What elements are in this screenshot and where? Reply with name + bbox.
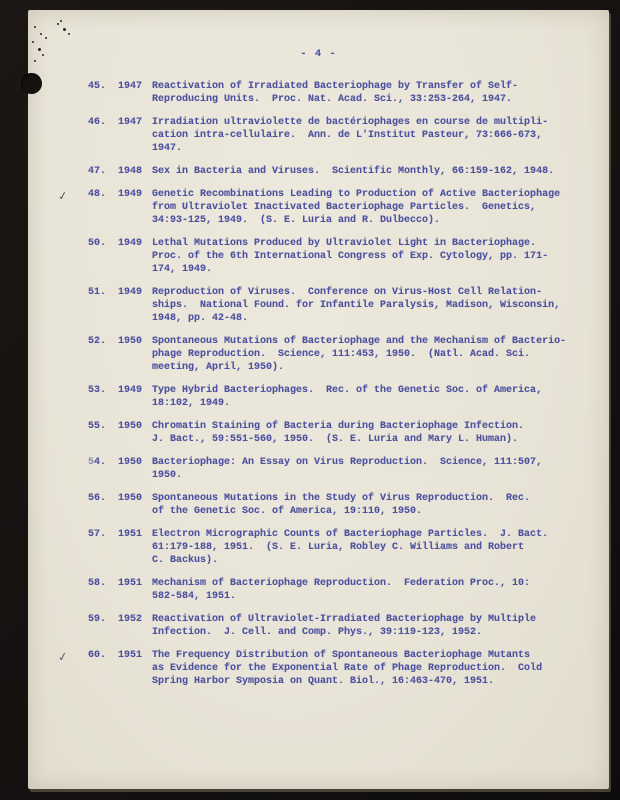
checkmark-slot xyxy=(57,526,91,569)
citation-line: Electron Micrographic Counts of Bacteriophage Particles. J. Bact. xyxy=(152,529,549,540)
citation-line: The Frequency Distribution of Spontaneous Bacteriophage Mutants xyxy=(152,650,531,661)
hole-punch xyxy=(21,73,42,94)
bibliography-entry xyxy=(60,237,595,276)
citation-line: Irradiation ultraviolette de bactériophages en course de multipli- xyxy=(152,117,549,128)
entry-number: 60. xyxy=(88,650,107,661)
citation-line: Genetic Recombinations Leading to Production of Active Bacteriophage xyxy=(152,189,561,200)
entry-year: 1951 xyxy=(118,529,143,540)
citation-line: phage Reproduction. Science, 111:453, 1950. (Natl. Acad. Sci. xyxy=(152,349,531,360)
citation-line: Reactivation of Ultraviolet-Irradiated Bacteriophage by Multiple xyxy=(152,614,537,625)
citation-line: 61:179-188, 1951. (S. E. Luria, Robley C. Williams and Robert xyxy=(152,542,525,553)
citation-line: Infection. J. Cell. and Comp. Phys., 39:119-123, 1952. xyxy=(152,627,483,638)
bibliography-entry xyxy=(56,648,595,688)
citation-line: Reproduction of Viruses. Conference on Virus-Host Cell Relation- xyxy=(152,287,543,298)
entry-citation xyxy=(152,577,595,603)
entry-citation xyxy=(152,335,595,374)
citation-line: ships. National Found. for Infantile Paralysis, Madison, Wisconsin, xyxy=(152,300,561,311)
entry-number: 53. xyxy=(88,385,107,396)
citation-line: C. Backus). xyxy=(152,555,219,566)
citation-line: from Ultraviolet Inactivated Bacteriophage Particles. Genetics, xyxy=(152,202,537,213)
citation-line: of the Genetic Soc. of America, 19:110, 1950. xyxy=(152,506,423,517)
entry-number: 58. xyxy=(88,578,107,589)
ink-speck xyxy=(45,37,47,39)
entry-citation xyxy=(152,237,595,276)
ink-speck xyxy=(40,33,42,35)
entry-year: 1951 xyxy=(118,650,143,661)
entry-number: 47. xyxy=(88,166,107,177)
citation-line: 1948, pp. 42-48. xyxy=(152,313,249,324)
page-number: - 4 - xyxy=(300,48,337,60)
checkmark-slot xyxy=(58,575,90,605)
ink-speck xyxy=(57,23,59,25)
entry-year: 1948 xyxy=(118,166,143,177)
ink-speck xyxy=(60,20,62,22)
citation-line: Reactivation of Irradiated Bacteriophage by Transfer of Self- xyxy=(152,81,519,92)
bibliography-entry xyxy=(60,492,595,518)
entry-number: 51. xyxy=(88,287,107,298)
bibliography-entry xyxy=(56,187,595,227)
checkmark-slot xyxy=(57,235,91,278)
entry-number: 57. xyxy=(88,529,107,540)
bibliography-entry xyxy=(60,420,595,446)
entry-year: 1949 xyxy=(118,287,143,298)
citation-line: 34:93-125, 1949. (S. E. Luria and R. Dulbecco). xyxy=(152,215,441,226)
citation-line: cation intra-cellulaire. Ann. de L'Institut Pasteur, 73:666-673, xyxy=(152,130,543,141)
document-page xyxy=(28,10,609,789)
bibliography-entry xyxy=(60,384,595,410)
bibliography-entry xyxy=(60,80,595,106)
entry-number: 55. xyxy=(88,421,107,432)
citation-line: J. Bact., 59:551-560, 1950. (S. E. Luria and Mary L. Human). xyxy=(152,434,519,445)
checkmark-slot xyxy=(58,454,90,484)
checkmark-annotation: ✓ xyxy=(56,187,69,204)
entry-year: 1950 xyxy=(118,493,143,504)
entry-citation xyxy=(152,188,595,227)
citation-line: 582-584, 1951. xyxy=(152,591,237,602)
entry-year: 1951 xyxy=(118,578,143,589)
citation-line: as Evidence for the Exponential Rate of Phage Reproduction. Cold xyxy=(152,663,543,674)
entry-year: 1947 xyxy=(118,81,143,92)
entry-number: 59. xyxy=(88,614,107,625)
citation-line: Spring Harbor Symposia on Quant. Biol., 16:463-470, 1951. xyxy=(152,676,495,687)
ink-speck xyxy=(34,60,36,62)
citation-line: Lethal Mutations Produced by Ultraviolet Light in Bacteriophage. xyxy=(152,238,537,249)
bibliography-entry xyxy=(60,116,595,155)
citation-line: Proc. of the 6th International Congress of Exp. Cytology, pp. 171- xyxy=(152,251,549,262)
checkmark-slot xyxy=(58,418,90,448)
entry-citation xyxy=(152,420,595,446)
entry-citation xyxy=(152,165,595,178)
entry-year: 1952 xyxy=(118,614,143,625)
entry-citation xyxy=(152,492,595,518)
entry-number: 52. xyxy=(88,336,107,347)
entry-number: 56. xyxy=(88,493,107,504)
entry-year: 1950 xyxy=(118,421,143,432)
checkmark-slot xyxy=(59,163,89,181)
ink-speck xyxy=(68,33,70,35)
checkmark-annotation: ✓ xyxy=(56,648,69,665)
entry-citation xyxy=(152,613,595,639)
citation-line: Spontaneous Mutations of Bacteriophage and the Mechanism of Bacterio- xyxy=(152,336,567,347)
checkmark-slot xyxy=(57,333,91,376)
entry-citation xyxy=(152,456,595,482)
checkmark-slot xyxy=(58,382,90,412)
citation-line: Mechanism of Bacteriophage Reproduction. Federation Proc., 10: xyxy=(152,578,531,589)
entry-year: 1949 xyxy=(118,238,143,249)
entry-citation xyxy=(152,80,595,106)
entry-year: 1949 xyxy=(118,189,143,200)
entry-citation xyxy=(152,116,595,155)
checkmark-slot xyxy=(57,284,91,327)
citation-line: 18:102, 1949. xyxy=(152,398,231,409)
checkmark-slot xyxy=(58,78,90,108)
entry-number: 50. xyxy=(88,238,107,249)
entry-year: 1947 xyxy=(118,117,143,128)
entry-citation xyxy=(152,384,595,410)
bibliography-entry xyxy=(60,286,595,325)
checkmark-slot xyxy=(58,490,90,520)
citation-line: 1947. xyxy=(152,143,183,154)
checkmark-slot xyxy=(57,114,91,157)
bibliography-entry xyxy=(60,165,595,178)
bibliography-entry xyxy=(60,577,595,603)
ink-speck xyxy=(63,28,66,31)
bibliography-entry xyxy=(60,528,595,567)
bibliography-entry xyxy=(60,335,595,374)
entry-citation xyxy=(152,286,595,325)
entry-number: 48. xyxy=(88,189,107,200)
entry-number: 46. xyxy=(88,117,107,128)
citation-line: 174, 1949. xyxy=(152,264,213,275)
bibliography-entry xyxy=(60,613,595,639)
citation-line: Chromatin Staining of Bacteria during Bacteriophage Infection. xyxy=(152,421,525,432)
citation-line: 1950. xyxy=(152,470,183,481)
ink-speck xyxy=(42,54,44,56)
entry-number: 54. xyxy=(88,457,107,468)
citation-line: meeting, April, 1950). xyxy=(152,362,285,373)
entry-citation xyxy=(152,528,595,567)
entry-year: 1950 xyxy=(118,457,143,468)
ink-speck xyxy=(34,26,36,28)
bibliography-list xyxy=(28,80,609,688)
citation-line: Sex in Bacteria and Viruses. Scientific Monthly, 66:159-162, 1948. xyxy=(152,166,555,177)
entry-number: 45. xyxy=(88,81,107,92)
citation-line: Type Hybrid Bacteriophages. Rec. of the Genetic Soc. of America, xyxy=(152,385,543,396)
ink-speck xyxy=(32,41,34,43)
citation-line: Bacteriophage: An Essay on Virus Reproduction. Science, 111:507, xyxy=(152,457,543,468)
ink-speck xyxy=(38,48,41,51)
entry-citation xyxy=(152,649,595,688)
checkmark-slot xyxy=(58,611,90,641)
entry-year: 1949 xyxy=(118,385,143,396)
citation-line: Spontaneous Mutations in the Study of Virus Reproduction. Rec. xyxy=(152,493,531,504)
citation-line: Reproducing Units. Proc. Nat. Acad. Sci., 33:253-264, 1947. xyxy=(152,94,513,105)
bibliography-entry xyxy=(60,456,595,482)
entry-year: 1950 xyxy=(118,336,143,347)
